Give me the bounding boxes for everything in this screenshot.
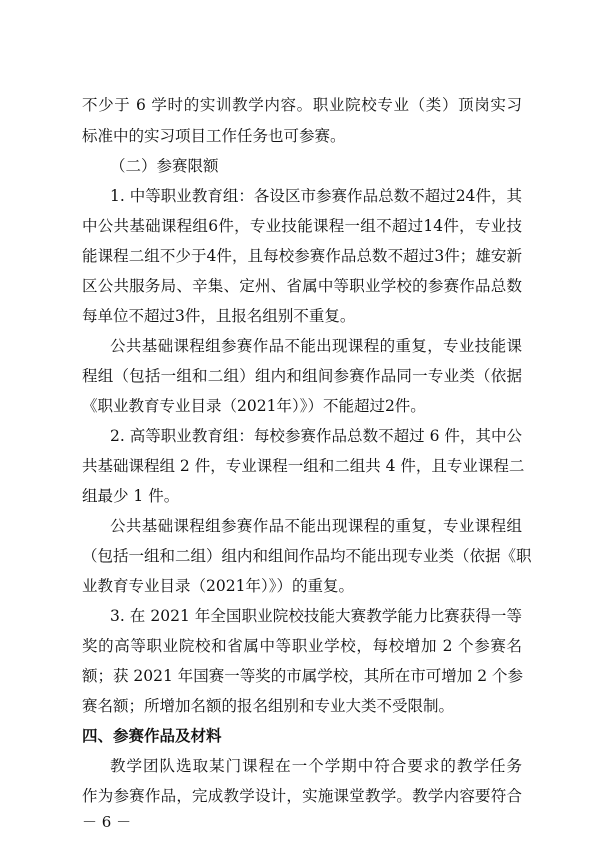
body-line: 3. 在 2021 年全国职业院校技能大赛教学能力比赛获得一等 — [110, 607, 522, 625]
body-line: 教学团队选取某门课程在一个学期中符合要求的教学任务 — [110, 757, 522, 775]
body-line: 2. 高等职业教育组：每校参赛作品总数不超过 6 件，其中公 — [110, 427, 522, 445]
body-line: 业教育专业目录（2021年）》）的重复。 — [82, 577, 354, 595]
body-line: 能课程二组不少于4件，且每校参赛作品总数不超过3件；雄安新 — [82, 247, 522, 265]
body-line: 额；获 2021 年国赛一等奖的市属学校，其所在市可增加 2 个参 — [82, 667, 524, 685]
body-line: （包括一组和二组）组内和组间作品均不能出现专业类（依据《职 — [82, 547, 532, 565]
body-line: 每单位不超过3件，且报名组别不重复。 — [82, 307, 356, 325]
page-number: － 6 － — [82, 813, 132, 831]
body-line: 不少于 6 学时的实训教学内容。职业院校专业（类）顶岗实习 — [82, 96, 522, 114]
body-line: 组最少 1 件。 — [82, 487, 180, 505]
body-line: 公共基础课程组参赛作品不能出现课程的重复，专业课程组 — [110, 517, 522, 535]
section-heading-1: 四、参赛作品及材料 — [82, 727, 222, 745]
section-heading-2: （二）参赛限额 — [110, 157, 219, 175]
body-line: 《职业教育专业目录（2021年）》）不能超过2件。 — [82, 397, 426, 415]
body-line: 赛名额；所增加名额的报名组别和专业大类不受限制。 — [82, 697, 455, 715]
body-line: 区公共服务局、辛集、定州、省属中等职业学校的参赛作品总数 — [82, 277, 522, 295]
body-line: 共基础课程组 2 件，专业课程一组和二组共 4 件，且专业课程二 — [82, 457, 525, 475]
body-line: 1. 中等职业教育组：各设区市参赛作品总数不超过24件，其 — [110, 187, 522, 205]
body-line: 奖的高等职业院校和省属中等职业学校，每校增加 2 个参赛名 — [82, 637, 522, 655]
body-line: 程组（包括一组和二组）组内和组间参赛作品同一专业类（依据 — [82, 367, 522, 385]
body-line: 公共基础课程组参赛作品不能出现课程的重复，专业技能课 — [110, 337, 522, 355]
body-line: 中公共基础课程组6件，专业技能课程一组不超过14件，专业技 — [82, 217, 522, 235]
body-line: 标准中的实习项目工作任务也可参赛。 — [82, 127, 346, 145]
body-line: 作为参赛作品，完成教学设计，实施课堂教学。教学内容要符合 — [82, 787, 522, 805]
